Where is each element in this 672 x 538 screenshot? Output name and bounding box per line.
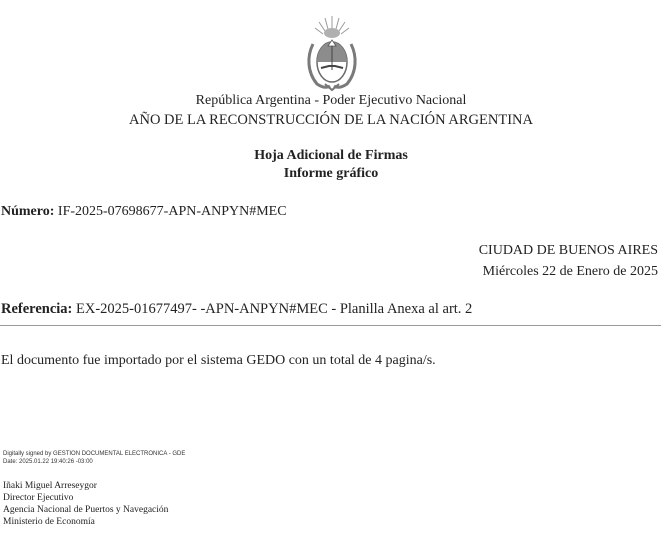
signer-position: Director Ejecutivo [3, 493, 74, 503]
document-title: Hoja Adicional de Firmas [254, 148, 408, 163]
body-text: El documento fue importado por el sistema GEDO con un total de 4 pagina/s. [1, 353, 436, 368]
digital-signature-date: Date: 2025.01.22 19:40:26 -03:00 [3, 458, 93, 465]
numero-value: IF-2025-07698677-APN-ANPYN#MEC [57, 204, 287, 219]
document-subtitle: Informe gráfico [283, 166, 379, 181]
numero-label: Número: [1, 204, 55, 219]
divider [0, 325, 661, 326]
header-year-motto: AÑO DE LA RECONSTRUCCIÓN DE LA NACIÓN ARGENTINA [129, 112, 533, 128]
digital-signature-stamp [3, 451, 185, 466]
referencia-value: EX-2025-01677497- -APN-ANPYN#MEC - Planilla Anexa al art. 2 [76, 301, 473, 317]
signer-name: Iñaki Miguel Arreseygor [3, 481, 97, 491]
header-republica: República Argentina - Poder Ejecutivo Nacional [195, 93, 467, 108]
reference [1, 301, 472, 318]
signer-block [3, 480, 168, 528]
date: Miércoles 22 de Enero de 2025 [482, 264, 658, 279]
city: CIUDAD DE BUENOS AIRES [478, 243, 658, 258]
referencia-label: Referencia: [1, 301, 73, 317]
signer-ministry: Ministerio de Economía [3, 517, 95, 527]
signer-agency: Agencia Nacional de Puertos y Navegación [3, 505, 169, 515]
document-number [1, 204, 287, 220]
digital-signature-by: Digitally signed by GESTION DOCUMENTAL ELECTRONICA - GDE [3, 451, 186, 457]
argentina-coat-of-arms-icon [303, 14, 361, 94]
